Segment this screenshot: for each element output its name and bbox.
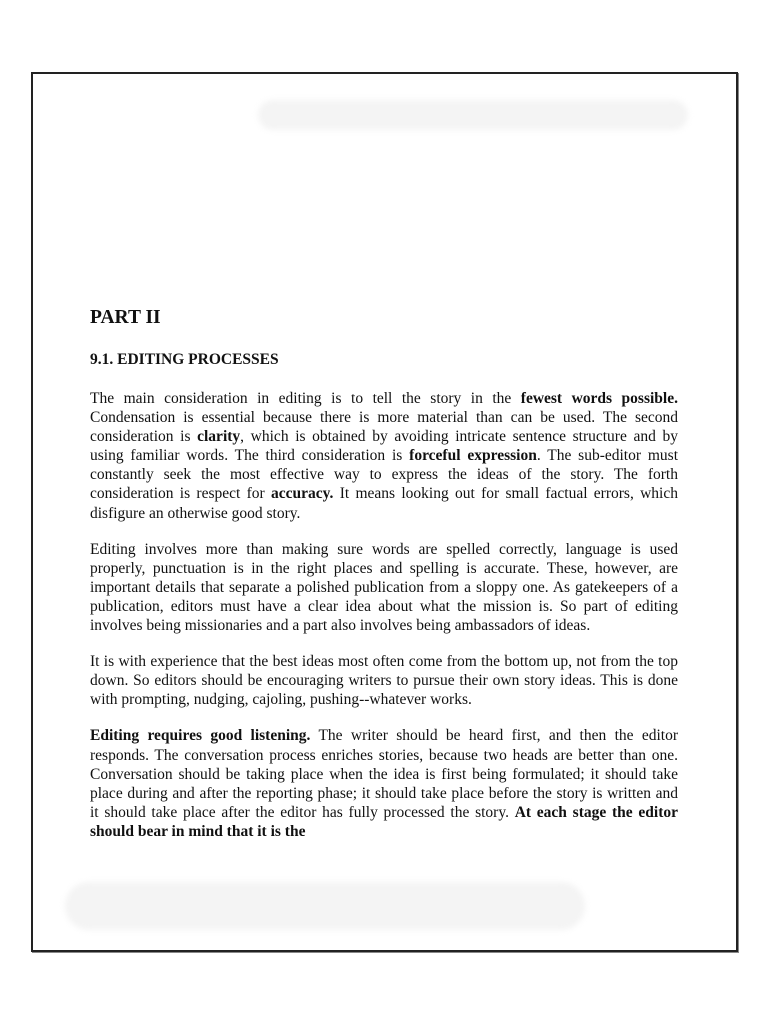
section-heading: 9.1. EDITING PROCESSES — [90, 351, 279, 368]
bold-text-run: forceful expression — [409, 447, 537, 465]
bold-text-run: clarity — [197, 428, 241, 446]
bold-text-run: fewest words possible. — [520, 390, 678, 407]
body-paragraph — [90, 726, 678, 841]
bold-text-run: At each stage the editor should bear in mind that it is the — [90, 803, 678, 840]
body-paragraph — [90, 389, 678, 523]
bold-text-run: Editing requires good listening. — [90, 727, 311, 745]
redaction-smudge-bottom — [65, 882, 585, 930]
text-run: The main consideration in editing is to tell the story in the — [90, 390, 521, 407]
text-run: It is with experience that the best ideas most often come from the bottom up, not from the top down. So editors should be encouraging writers to pursue their own story ideas. This is done with prompting, nudging, cajoling, pushing--whatever works. — [90, 653, 678, 709]
text-run: It means looking out for small factual errors, which disfigure an otherwise good story. — [90, 485, 678, 522]
redaction-smudge-top — [258, 100, 688, 130]
body-text — [90, 389, 678, 841]
part-heading: PART II — [90, 307, 161, 328]
text-run: The writer should be heard first, and then the editor responds. The conversation process enriches stories, because two heads are better than one. Conversation should be taking place when the idea is first being formulated; it should take place during and after the reporting phase; it should take place before the story is written and it should take place after the editor has fully processed the story. — [90, 727, 678, 821]
text-run: Condensation is essential because there is more material than can be used. The second consideration is — [90, 409, 678, 446]
body-paragraph — [90, 540, 678, 635]
document-content — [90, 306, 678, 858]
text-run: Editing involves more than making sure words are spelled correctly, language is used properly, punctuation is in the right places and spelling is accurate. These, however, are important details that separate a polished publication from a sloppy one. As gatekeepers of a publication, editors must have a clear idea about what the mission is. So part of editing involves being missionaries and a part also involves being ambassadors of ideas. — [90, 540, 678, 635]
body-paragraph — [90, 652, 678, 709]
text-run: . The sub-editor must constantly seek the most effective way to express the ideas of the story. The forth consideration is respect for — [90, 447, 679, 503]
text-run: , which is obtained by avoiding intricate sentence structure and by using familiar words. The third consideration is — [90, 428, 678, 465]
bold-text-run: accuracy. — [270, 485, 334, 503]
